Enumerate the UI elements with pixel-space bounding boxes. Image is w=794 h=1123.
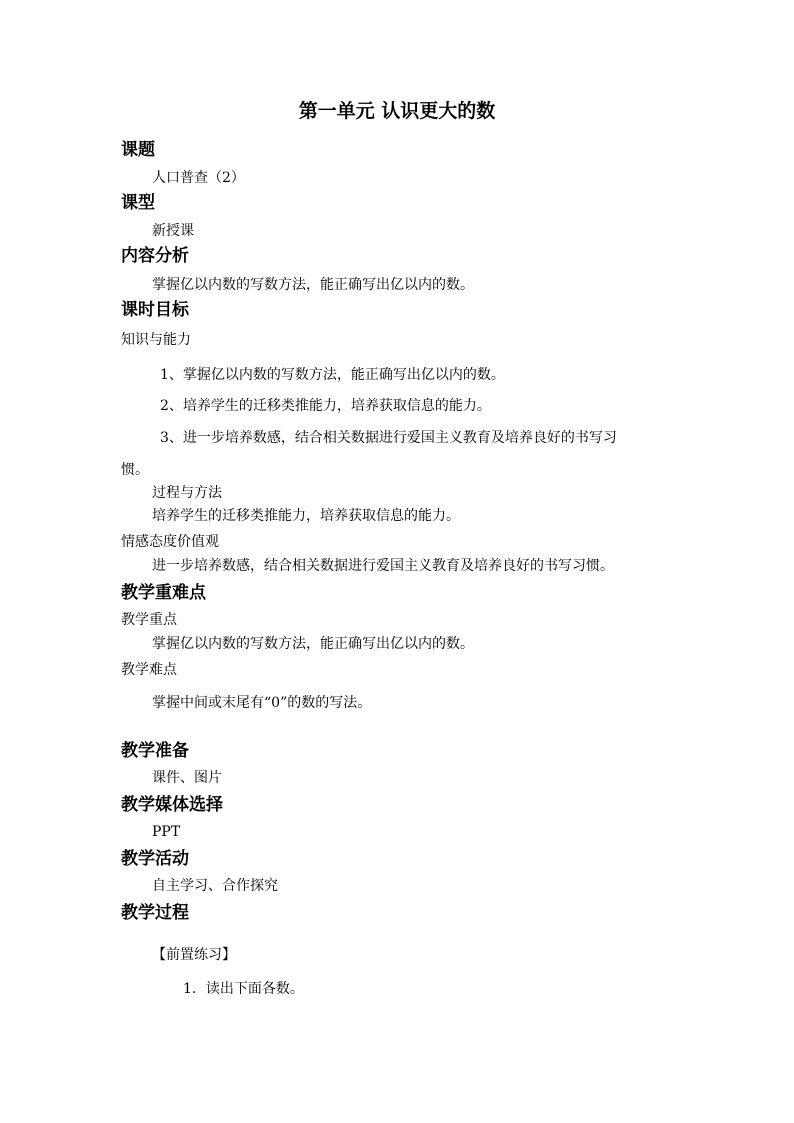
difficulty-text: 掌握中间或末尾有“0”的数的写法。: [152, 695, 372, 711]
knowledge-label: 知识与能力: [121, 332, 191, 348]
analysis-text: 掌握亿以内数的写数方法，能正确写出亿以内的数。: [152, 277, 474, 293]
preparation-text: 课件、图片: [152, 770, 222, 786]
knowledge-item-1: 1、掌握亿以内数的写数方法，能正确写出亿以内的数。: [160, 367, 505, 383]
heading-activity: 教学活动: [121, 849, 189, 869]
activity-text: 自主学习、合作探究: [152, 878, 278, 894]
knowledge-item-3-wrap: 惯。: [121, 462, 149, 478]
type-text: 新授课: [152, 223, 194, 239]
heading-media: 教学媒体选择: [121, 795, 223, 815]
heading-teaching-process: 教学过程: [121, 903, 189, 923]
heading-topic: 课题: [121, 140, 155, 160]
page-title: 第一单元 认识更大的数: [298, 100, 496, 122]
knowledge-item-2: 2、培养学生的迁移类推能力，培养获取信息的能力。: [160, 398, 491, 414]
process-method-label: 过程与方法: [152, 485, 222, 501]
heading-keypoints: 教学重难点: [121, 583, 206, 603]
focus-label: 教学重点: [121, 612, 177, 628]
media-text: PPT: [152, 824, 181, 840]
heading-preparation: 教学准备: [121, 741, 189, 761]
heading-objectives: 课时目标: [121, 300, 189, 320]
topic-text: 人口普查（2）: [152, 170, 245, 186]
knowledge-item-3: 3、进一步培养数感，结合相关数据进行爱国主义教育及培养良好的书写习: [160, 430, 617, 446]
heading-analysis: 内容分析: [121, 246, 189, 266]
heading-type: 课型: [121, 193, 155, 213]
focus-text: 掌握亿以内数的写数方法，能正确写出亿以内的数。: [152, 636, 474, 652]
emotion-label: 情感态度价值观: [121, 534, 219, 550]
emotion-text: 进一步培养数感，结合相关数据进行爱国主义教育及培养良好的书写习惯。: [152, 558, 614, 574]
pre-practice-label: 【前置练习】: [152, 947, 236, 963]
difficulty-label: 教学难点: [121, 662, 177, 678]
process-method-text: 培养学生的迁移类推能力，培养获取信息的能力。: [152, 508, 460, 524]
practice-item-1: 1．读出下面各数。: [183, 981, 304, 997]
